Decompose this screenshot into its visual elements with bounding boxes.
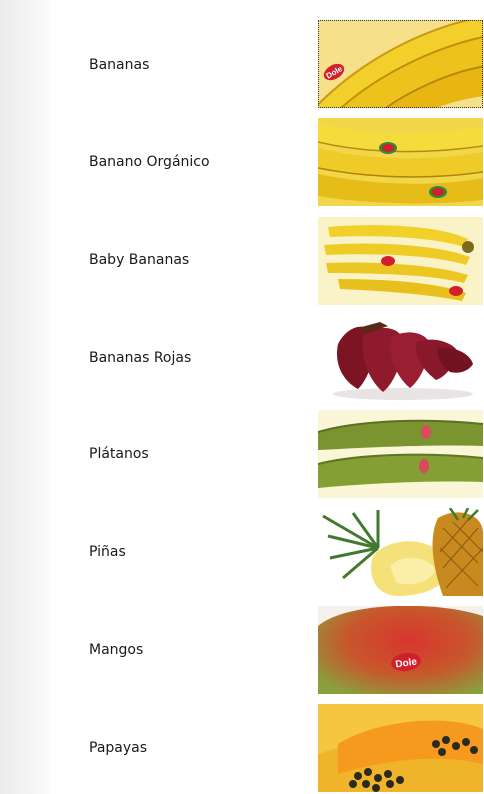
- papaya-photo: [318, 704, 483, 792]
- fruit-row-organic-banana[interactable]: [0, 118, 484, 210]
- plantains-photo: [318, 410, 483, 498]
- svg-text:Dole: Dole: [324, 64, 345, 81]
- fruit-label[interactable]: Bananas Rojas: [89, 350, 192, 366]
- organic-banana-thumbnail[interactable]: [318, 118, 483, 206]
- red-bananas-thumbnail[interactable]: [318, 314, 483, 402]
- fruit-row-pineapple[interactable]: [0, 508, 484, 600]
- baby-bananas-photo: [318, 217, 483, 305]
- fruit-row-bananas[interactable]: [0, 20, 484, 112]
- mango-thumbnail[interactable]: [318, 606, 483, 694]
- fruit-row-baby-bananas[interactable]: [0, 217, 484, 309]
- papaya-thumbnail[interactable]: [318, 704, 483, 792]
- fruit-label[interactable]: Bananas: [89, 57, 150, 73]
- bananas-photo: [318, 20, 483, 108]
- red-bananas-photo: [318, 314, 483, 402]
- organic-banana-photo: [318, 118, 483, 206]
- mango-photo: [318, 606, 483, 694]
- fruit-row-papaya[interactable]: [0, 704, 484, 794]
- fruit-row-plantains[interactable]: [0, 410, 484, 502]
- fruit-label[interactable]: Papayas: [89, 740, 148, 756]
- svg-text:Dole: Dole: [394, 656, 418, 671]
- pineapple-thumbnail[interactable]: [318, 508, 483, 596]
- fruit-label[interactable]: Piñas: [89, 544, 126, 560]
- fruit-label[interactable]: Mangos: [89, 642, 144, 658]
- bananas-thumbnail[interactable]: [318, 20, 483, 108]
- baby-bananas-thumbnail[interactable]: [318, 217, 483, 305]
- fruit-row-red-bananas[interactable]: [0, 314, 484, 406]
- fruit-label[interactable]: Plátanos: [89, 446, 149, 462]
- fruit-label[interactable]: Banano Orgánico: [89, 154, 210, 170]
- fruit-row-mango[interactable]: [0, 606, 484, 698]
- plantains-thumbnail[interactable]: [318, 410, 483, 498]
- pineapple-photo: [318, 508, 483, 596]
- fruit-label[interactable]: Baby Bananas: [89, 252, 190, 268]
